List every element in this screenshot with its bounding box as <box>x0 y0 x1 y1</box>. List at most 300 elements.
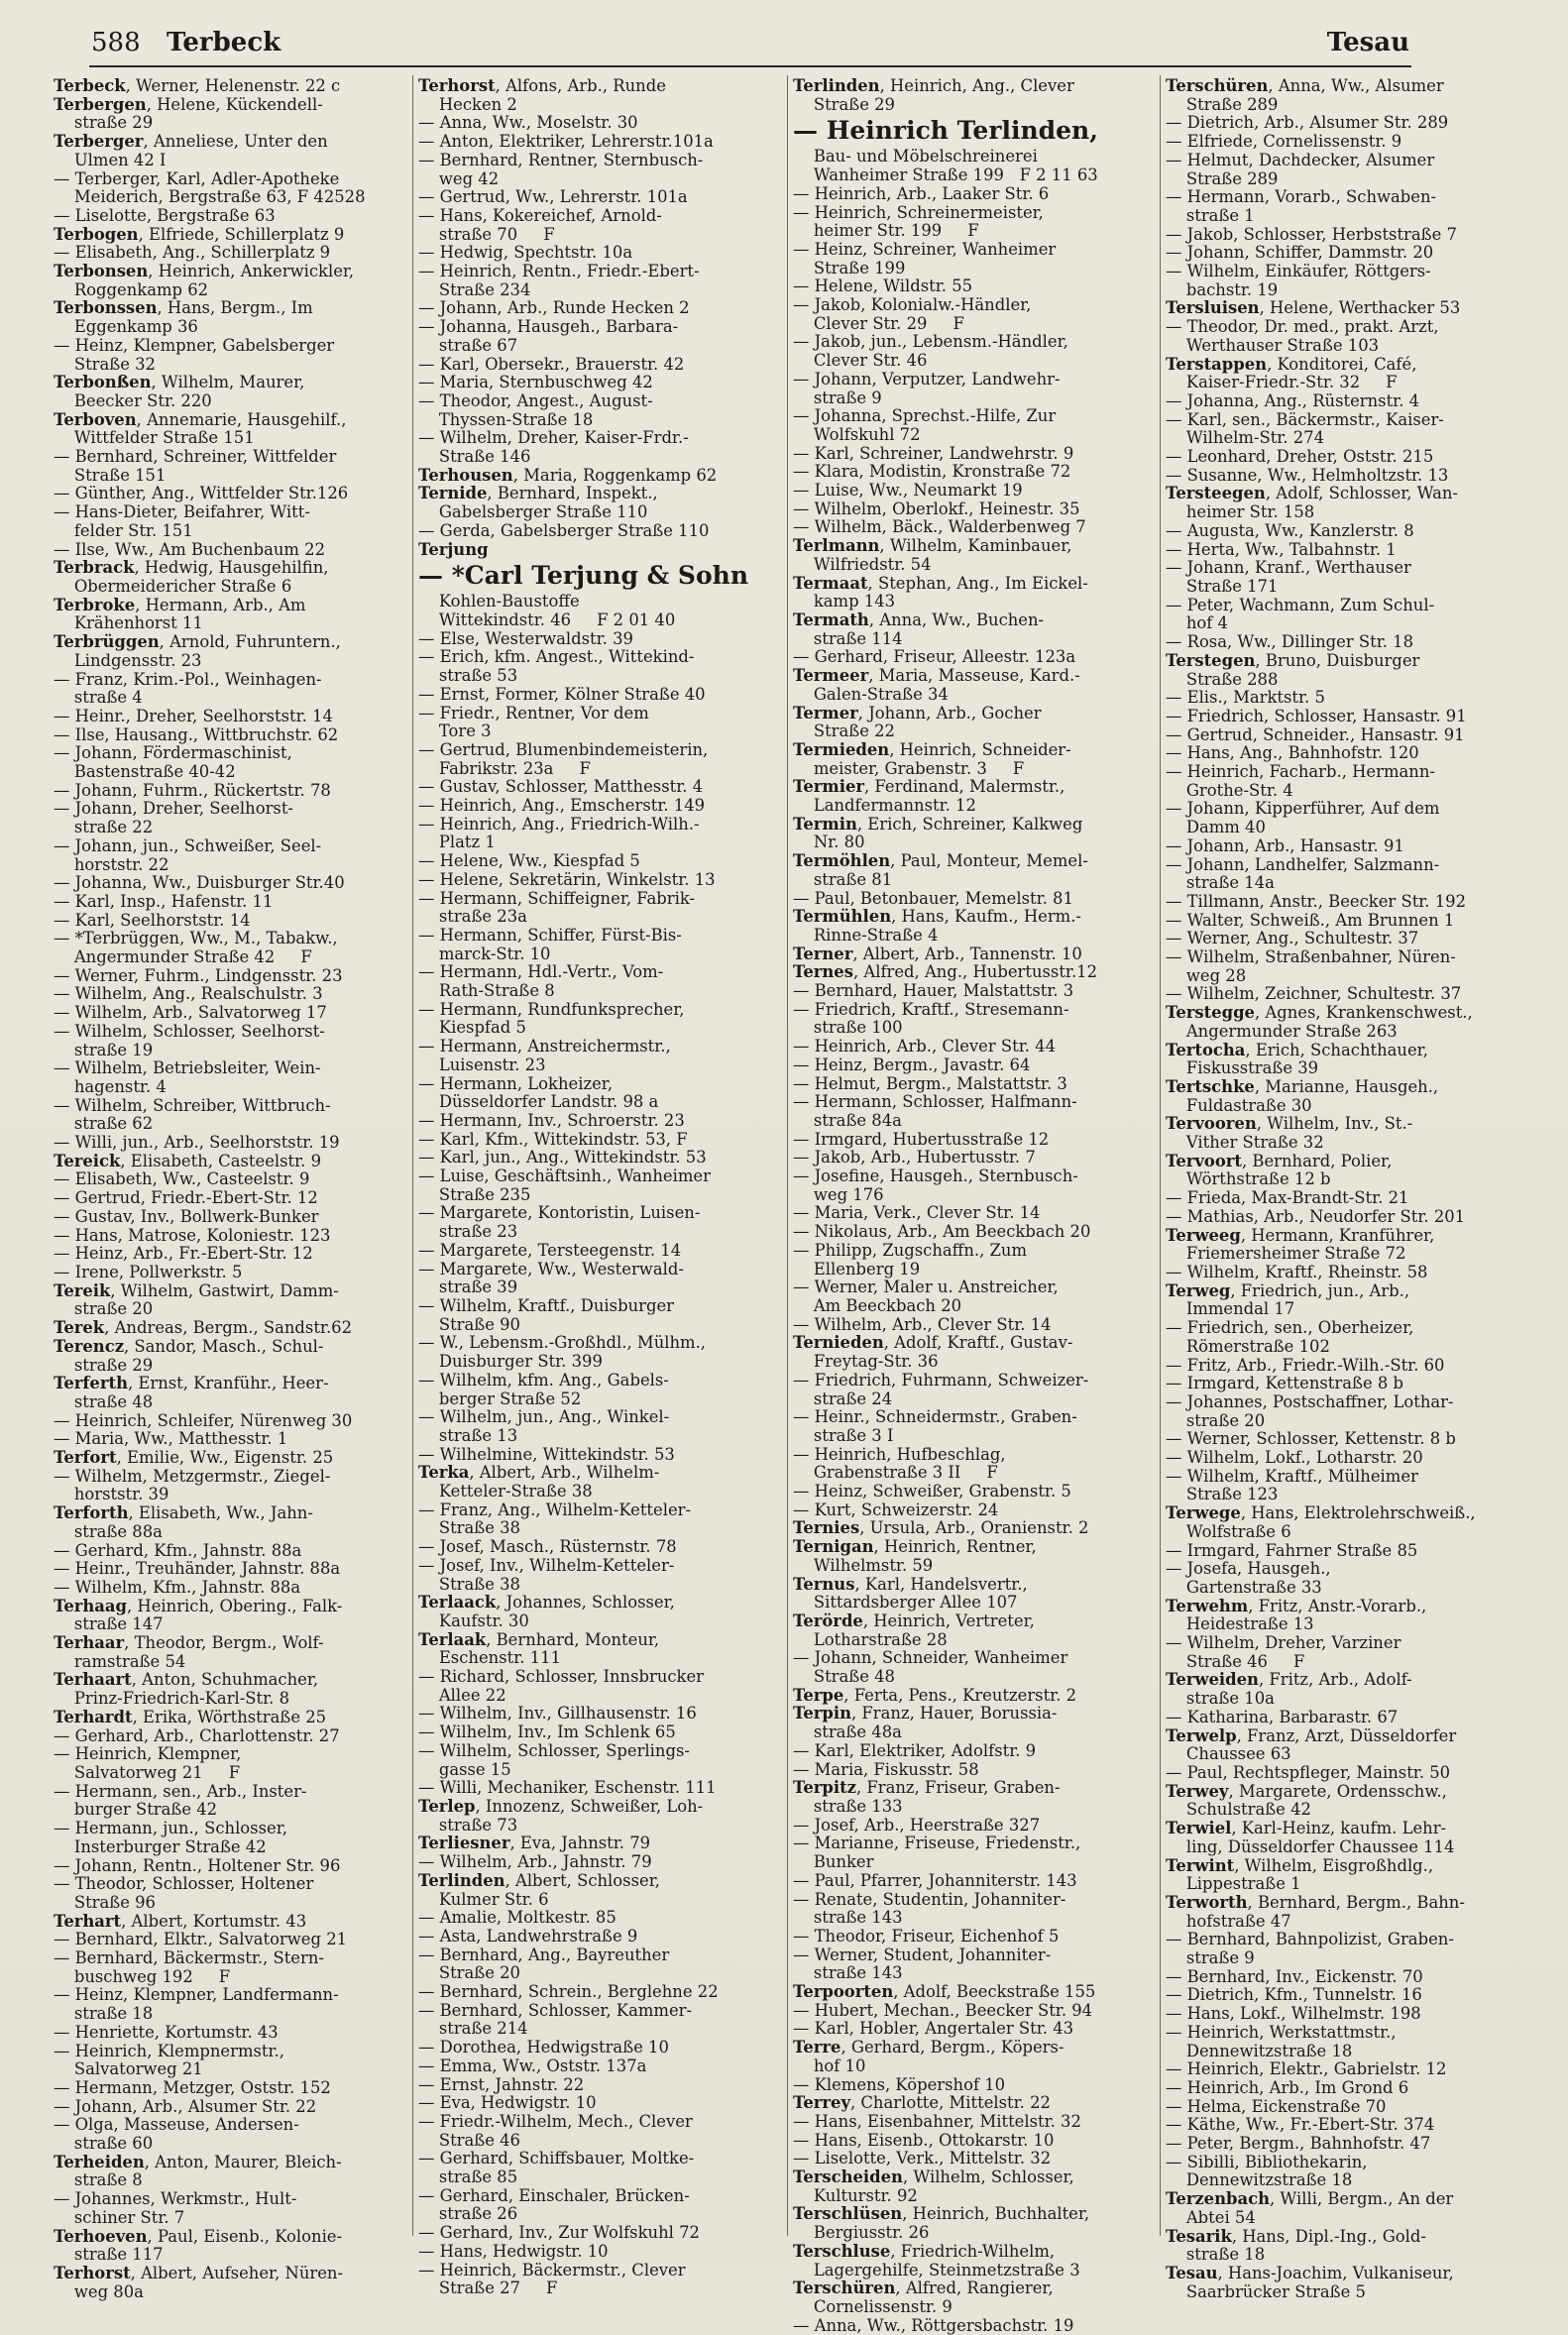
directory-entry: — Heinrich, Arb., Im Grond 6 <box>1166 2077 1409 2097</box>
directory-entry: — Irmgard, Fahrner Straße 85 <box>1166 1540 1418 1560</box>
surname-heading: Tersteegen <box>1166 484 1266 503</box>
surname-heading: Tervoort <box>1166 1151 1242 1170</box>
directory-entry: — Paul, Pfarrer, Johanniterstr. 143 <box>793 1870 1077 1890</box>
directory-entry: Terhaar, Theodor, Bergm., Wolf- ramstraße 54 <box>54 1633 324 1671</box>
directory-entry: — Heinrich, Klempnermstr., Salvatorweg 21 <box>54 2041 284 2079</box>
directory-entry: — Elisabeth, Ang., Schillerplatz 9 <box>54 243 331 263</box>
directory-entry: Terlaak, Bernhard, Monteur, Eschenstr. 111 <box>418 1629 660 1668</box>
surname-heading: Terörde <box>793 1611 863 1630</box>
directory-entry: Tersteegen, Adolf, Schlosser, Wan- heimer Str. 158 <box>1166 484 1458 522</box>
directory-entry: Terpoorten, Adolf, Beeckstraße 155 <box>793 1982 1096 2002</box>
surname-heading: Terjung <box>418 539 489 559</box>
directory-entry: Terhorst, Alfons, Arb., Runde Hecken 2 <box>418 76 666 114</box>
directory-entry: — Wilhelm, Kraftf., Mülheimer Straße 123 <box>1166 1466 1418 1504</box>
directory-entry: — Dorothea, Hedwigstraße 10 <box>418 2038 669 2057</box>
directory-entry: — Peter, Bergm., Bahnhofstr. 47 <box>1166 2134 1431 2154</box>
surname-heading: Terboven <box>54 409 137 429</box>
directory-entry: Terstappen, Konditorei, Café, Kaiser-Friedr.-Str. 32 F <box>1166 354 1417 392</box>
directory-entry: — Jakob, Arb., Hubertusstr. 7 <box>793 1148 1036 1168</box>
column-divider <box>1160 75 1161 2236</box>
directory-entry: Terlinden, Heinrich, Ang., Clever Straße 29 <box>793 76 1074 114</box>
surname-heading: Terbroke <box>54 595 136 614</box>
directory-entry: Tesarik, Hans, Dipl.-Ing., Gold- straße 18 <box>1166 2226 1426 2265</box>
surname-heading: Terbergen <box>54 94 147 114</box>
directory-entry: — Heinz, Klempner, Gabelsberger Straße 32 <box>54 335 335 374</box>
directory-entry: — Bernhard, Rentner, Sternbusch- weg 42 <box>418 150 704 188</box>
directory-entry: Tertocha, Erich, Schachthauer, Fiskusstraße 39 <box>1166 1040 1428 1078</box>
directory-entry: — Werner, Fuhrm., Lindgensstr. 23 <box>54 965 343 985</box>
directory-entry: — Johann, Fuhrm., Rückertstr. 78 <box>54 780 331 800</box>
directory-entry: — Heinrich, Schreinermeister, heimer Str. 199 F <box>793 202 1044 241</box>
surname-heading: Terweeg <box>1166 1225 1241 1245</box>
directory-entry: Terencz, Sandor, Masch., Schul- straße 29 <box>54 1336 324 1375</box>
directory-entry: Terheiden, Anton, Maurer, Bleich- straße 8 <box>54 2152 342 2190</box>
directory-entry: Tersluisen, Helene, Werthacker 53 <box>1166 298 1461 318</box>
directory-entry: Terka, Albert, Arb., Wilhelm- Ketteler-Straße 38 <box>418 1463 660 1501</box>
display-advertisement: — *Carl Terjung & Sohn <box>418 561 748 591</box>
directory-entry: — Elisabeth, Ww., Casteelstr. 9 <box>54 1169 310 1189</box>
directory-entry: — Elis., Marktstr. 5 <box>1166 688 1325 708</box>
directory-entry: — Wilhelm, Schreiber, Wittbruch- straße 62 <box>54 1095 331 1134</box>
directory-entry: — Hermann, Schlosser, Halfmann- straße 84a <box>793 1092 1077 1130</box>
directory-entry: — Sibilli, Bibliothekarin, Dennewitzstraße 18 <box>1166 2152 1368 2190</box>
surname-heading: Ternes <box>793 962 853 982</box>
directory-entry: Terlep, Innozenz, Schweißer, Loh- straße 73 <box>418 1796 704 1835</box>
directory-entry: — Peter, Wachmann, Zum Schul- hof 4 <box>1166 595 1435 633</box>
directory-entry: Terbonssen, Hans, Bergm., Im Eggenkamp 36 <box>54 298 313 337</box>
directory-entry: Terboven, Annemarie, Hausgehilf., Wittfelder Straße 151 <box>54 409 347 448</box>
directory-entry: — Bernhard, Bäckermstr., Stern- buschweg 192 F <box>54 1948 324 1986</box>
directory-entry: — Wilhelm, Straßenbahner, Nüren- weg 28 <box>1166 947 1456 985</box>
directory-entry: — Karl, Schreiner, Landwehrstr. 9 <box>793 443 1074 463</box>
directory-entry: Terbrack, Hedwig, Hausgehilfin, Obermeidericher Straße 6 <box>54 558 329 596</box>
directory-entry: Tesau, Hans-Joachim, Vulkaniseur, Saarbrücker Straße 5 <box>1166 2263 1454 2301</box>
directory-entry: Termaat, Stephan, Ang., Im Eickel- kamp 143 <box>793 573 1088 612</box>
directory-entry: Terre, Gerhard, Bergm., Köpers- hof 10 <box>793 2038 1064 2075</box>
directory-entry: Terner, Albert, Arb., Tannenstr. 10 <box>793 944 1082 963</box>
directory-entry: — Hans, Ang., Bahnhofstr. 120 <box>1166 743 1419 763</box>
directory-entry: Terwege, Hans, Elektrolehrschweiß., Wolfstraße 6 <box>1166 1503 1476 1541</box>
surname-heading: Termaat <box>793 573 868 593</box>
directory-entry: — Friedr.-Wilhelm, Mech., Clever Straße 46 <box>418 2111 693 2150</box>
directory-entry: — Fritz, Arb., Friedr.-Wilh.-Str. 60 <box>1166 1355 1445 1375</box>
directory-entry: — Hans-Dieter, Beifahrer, Witt- felder Str. 151 <box>54 502 310 540</box>
directory-entry: Tereick, Elisabeth, Casteelstr. 9 <box>54 1151 322 1170</box>
directory-entry: — Else, Westerwaldstr. 39 <box>418 628 633 648</box>
directory-entry: — Ernst, Jahnstr. 22 <box>418 2074 585 2094</box>
surname-heading: Terworth <box>1166 1892 1248 1912</box>
surname-heading: Terwehm <box>1166 1596 1249 1615</box>
directory-entry: — Josef, Inv., Wilhelm-Ketteler- Straße 38 <box>418 1555 675 1594</box>
directory-entry: Tereik, Wilhelm, Gastwirt, Damm- straße 20 <box>54 1280 339 1319</box>
directory-entry: — Walter, Schweiß., Am Brunnen 1 <box>1166 910 1455 930</box>
directory-entry: — Leonhard, Dreher, Oststr. 215 <box>1166 447 1434 467</box>
directory-entry: — Heinrich, Bäckermstr., Clever Straße 27 F <box>418 2260 686 2298</box>
directory-entry: — Heinrich, Klempner, Salvatorweg 21 F <box>54 1744 242 1782</box>
directory-entry: Ternus, Karl, Handelsvertr., Sittardsberger Allee 107 <box>793 1574 1028 1612</box>
directory-entry: — Jakob, jun., Lebensm.-Händler, Clever Str. 46 <box>793 332 1068 371</box>
surname-heading: Terschüren <box>1166 76 1269 95</box>
directory-entry: — Katharina, Barbarastr. 67 <box>1166 1707 1399 1726</box>
directory-entry: — Hans, Eisenbahner, Mittelstr. 32 <box>793 2111 1081 2131</box>
surname-heading: Tertschke <box>1166 1076 1255 1096</box>
directory-entry: — Heinrich, Elektr., Gabrielstr. 12 <box>1166 2059 1447 2079</box>
surname-heading: Terhaag <box>54 1596 127 1615</box>
directory-entry: — Bernhard, Schreiner, Wittfelder Straße 151 <box>54 447 337 485</box>
directory-entry: Terlinden, Albert, Schlosser, Kulmer Str. 6 <box>418 1870 660 1909</box>
directory-entry: Tervooren, Wilhelm, Inv., St.- Vither Straße 32 <box>1166 1114 1413 1153</box>
directory-entry: Terscheiden, Wilhelm, Schlosser, Kulturstr. 92 <box>793 2168 1074 2205</box>
directory-entry: Ternigan, Heinrich, Rentner, Wilhelmstr. 59 <box>793 1537 1037 1575</box>
directory-column-4 <box>1166 76 1524 2301</box>
surname-heading: Terpe <box>793 1685 844 1705</box>
directory-entry: — Dietrich, Kfm., Tunnelstr. 16 <box>1166 1985 1422 2005</box>
directory-entry: — Theodor, Dr. med., prakt. Arzt, Werthauser Straße 103 <box>1166 317 1439 355</box>
directory-entry: — Bernhard, Bahnpolizist, Graben- straße 9 <box>1166 1930 1454 1968</box>
directory-entry: — Susanne, Ww., Helmholtzstr. 13 <box>1166 465 1449 485</box>
directory-entry: — Heinrich, Rentn., Friedr.-Ebert- Straße 234 <box>418 262 700 299</box>
directory-entry: — W., Lebensm.-Großhdl., Mülhm., Duisburger Str. 399 <box>418 1333 707 1372</box>
directory-entry: — Irmgard, Kettenstraße 8 b <box>1166 1374 1403 1393</box>
directory-entry: — Johann, Arb., Hansastr. 91 <box>1166 835 1404 855</box>
directory-entry: — Tillmann, Anstr., Beecker Str. 192 <box>1166 891 1467 911</box>
directory-entry: — Wilhelm, Kraftf., Rheinstr. 58 <box>1166 1263 1428 1281</box>
directory-entry: Terörde, Heinrich, Vertreter, Lotharstraße 28 <box>793 1611 1035 1649</box>
directory-entry: — Hermann, Schiffer, Fürst-Bis- marck-Str. 10 <box>418 925 682 963</box>
surname-heading: Termieden <box>793 739 890 759</box>
directory-entry: Terbonsen, Heinrich, Ankerwickler, Roggenkamp 62 <box>54 262 355 299</box>
directory-entry: Terstegge, Agnes, Krankenschwest., Angermunder Straße 263 <box>1166 1003 1473 1041</box>
directory-entry: — Eva, Hedwigstr. 10 <box>418 2093 597 2113</box>
directory-entry: — Wilhelm, Oberlokf., Heinestr. 35 <box>793 499 1080 518</box>
directory-entry: — *Terbrüggen, Ww., M., Tabakw., Angermunder Straße 42 F <box>54 929 338 967</box>
surname-heading: Ternus <box>793 1574 855 1594</box>
surname-heading: Terstegge <box>1166 1003 1255 1023</box>
directory-entry: — Gerhard, Friseur, Alleestr. 123a <box>793 647 1076 667</box>
surname-heading: Terka <box>418 1463 470 1483</box>
directory-entry: — Wilhelm, Bäck., Walderbenweg 7 <box>793 517 1086 537</box>
directory-entry: — Wilhelm, Inv., Gillhausenstr. 16 <box>418 1704 697 1723</box>
directory-entry: — Hans, Hedwigstr. 10 <box>418 2241 609 2261</box>
directory-entry: — Heinrich, Hufbeschlag, Grabenstraße 3 II F <box>793 1444 1006 1483</box>
directory-entry: — Amalie, Moltkestr. 85 <box>418 1908 616 1928</box>
directory-entry: — Heinz, Klempner, Landfermann- straße 18 <box>54 1985 339 2024</box>
surname-heading: Termühlen <box>793 907 892 927</box>
surname-heading: Terpitz <box>793 1778 856 1798</box>
directory-entry: — Friedrich, Fuhrmann, Schweizer- straße 24 <box>793 1370 1089 1408</box>
directory-entry: — Wilhelm, Schlosser, Sperlings- gasse 15 <box>418 1740 690 1779</box>
directory-entry: Termier, Ferdinand, Malermstr., Landfermannstr. 12 <box>793 777 1065 816</box>
directory-entry: — Rosa, Ww., Dillinger Str. 18 <box>1166 632 1414 652</box>
directory-entry: Terhoeven, Paul, Eisenb., Kolonie- straße 117 <box>54 2226 343 2265</box>
surname-heading: Terwint <box>1166 1855 1235 1875</box>
directory-entry: Terlaack, Johannes, Schlosser, Kaufstr. 30 <box>418 1593 675 1630</box>
directory-entry: — Gerhard, Einschaler, Brücken- straße 26 <box>418 2185 690 2224</box>
directory-entry: — Johann, Dreher, Seelhorst- straße 22 <box>54 799 293 837</box>
directory-entry: — Irmgard, Hubertusstraße 12 <box>793 1129 1050 1149</box>
surname-heading: Termer <box>793 703 858 723</box>
directory-entry: Terfort, Emilie, Ww., Eigenstr. 25 <box>54 1448 334 1468</box>
directory-entry <box>418 541 777 560</box>
first-entry-word: Terbeck <box>167 28 281 57</box>
surname-heading: Terpoorten <box>793 1982 894 2002</box>
directory-entry: — Johann, Rentn., Holtener Str. 96 <box>54 1855 341 1875</box>
directory-entry: — Klara, Modistin, Kronstraße 72 <box>793 462 1071 482</box>
directory-entry: — Olga, Masseuse, Andersen- straße 60 <box>54 2115 299 2154</box>
directory-entry: — Bernhard, Elktr., Salvatorweg 21 <box>54 1930 348 1949</box>
directory-entry: — Gerhard, Schiffsbauer, Moltke- straße 85 <box>418 2149 695 2187</box>
surname-heading: Terfort <box>54 1448 117 1468</box>
surname-heading: Terforth <box>54 1503 129 1523</box>
directory-entry: Terhaart, Anton, Schuhmacher, Prinz-Friedrich-Karl-Str. 8 <box>54 1670 319 1709</box>
directory-entry: Tervoort, Bernhard, Polier, Wörthstraße 12 b <box>1166 1151 1393 1189</box>
directory-entry: Terrey, Charlotte, Mittelstr. 22 <box>793 2093 1051 2113</box>
directory-entry: — Josef, Arb., Heerstraße 327 <box>793 1815 1041 1835</box>
directory-entry: — Anton, Elektriker, Lehrerstr.101a <box>418 132 714 152</box>
directory-entry: — Hedwig, Spechtstr. 10a <box>418 243 633 263</box>
directory-entry: — Mathias, Arb., Neudorfer Str. 201 <box>1166 1206 1466 1226</box>
surname-heading: Terrey <box>793 2093 850 2113</box>
surname-heading: Terlep <box>418 1796 476 1816</box>
directory-entry: Terpe, Ferta, Pens., Kreutzerstr. 2 <box>793 1685 1077 1705</box>
directory-entry: — Maria, Fiskusstr. 58 <box>793 1759 979 1779</box>
directory-entry: — Johann, Landhelfer, Salzmann- straße 14a <box>1166 854 1440 893</box>
directory-entry: Terwey, Margarete, Ordensschw., Schulstraße 42 <box>1166 1781 1447 1820</box>
directory-entry: Terpitz, Franz, Friseur, Graben- straße 133 <box>793 1778 1061 1816</box>
directory-entry: — Johanna, Ww., Duisburger Str.40 <box>54 873 345 893</box>
directory-entry: — Hans, Lokf., Wilhelmstr. 198 <box>1166 2004 1421 2024</box>
directory-entry: — Wilhelm, Arb., Jahnstr. 79 <box>418 1852 652 1872</box>
directory-entry: — Josefine, Hausgeh., Sternbusch- weg 176 <box>793 1167 1078 1204</box>
directory-entry: — Wilhelm, jun., Ang., Winkel- straße 13 <box>418 1407 670 1445</box>
header-rule <box>89 65 1411 67</box>
directory-entry: Terzenbach, Willi, Bergm., An der Abtei 54 <box>1166 2189 1454 2227</box>
directory-entry: Termin, Erich, Schreiner, Kalkweg Nr. 80 <box>793 814 1083 852</box>
surname-heading: Terbogen <box>54 224 139 244</box>
directory-entry: — Wilhelm, Lokf., Lotharstr. 20 <box>1166 1448 1423 1468</box>
column-divider <box>412 75 413 2236</box>
surname-heading: Terwege <box>1166 1503 1241 1523</box>
directory-entry: — Richard, Schlosser, Innsbrucker Allee 22 <box>418 1667 705 1705</box>
directory-entry: Terhorst, Albert, Aufseher, Nüren- weg 80a <box>54 2263 344 2301</box>
directory-entry: Ternies, Ursula, Arb., Oranienstr. 2 <box>793 1518 1089 1538</box>
surname-heading: Terweg <box>1166 1280 1231 1300</box>
directory-entry: Terweeg, Hermann, Kranführer, Friemersheimer Straße 72 <box>1166 1225 1435 1264</box>
surname-heading: Ternide <box>418 484 488 503</box>
directory-entry: — Karl, jun., Ang., Wittekindstr. 53 <box>418 1148 707 1168</box>
directory-entry: — Hermann, Hdl.-Vertr., Vom- Rath-Straße 8 <box>418 962 664 1001</box>
directory-entry: — Luise, Geschäftsinh., Wanheimer Straße 235 <box>418 1167 711 1204</box>
directory-entry: — Gustav, Schlosser, Matthesstr. 4 <box>418 777 704 797</box>
directory-entry: — Wilhelm, Dreher, Kaiser-Frdr.- Straße 146 <box>418 428 689 467</box>
directory-entry: — Johann, Schiffer, Dammstr. 20 <box>1166 243 1434 263</box>
directory-entry: — Johann, Kipperführer, Auf dem Damm 40 <box>1166 799 1440 837</box>
directory-entry: — Asta, Landwehrstraße 9 <box>418 1926 638 1946</box>
surname-heading: Terwey <box>1166 1781 1229 1801</box>
directory-entry: — Wilhelm, Arb., Salvatorweg 17 <box>54 1003 327 1023</box>
surname-heading: Tertocha <box>1166 1040 1246 1059</box>
surname-heading: Terliesner <box>418 1834 510 1853</box>
directory-entry: — Karl, sen., Bäckermstr., Kaiser- Wilhelm-Str. 274 <box>1166 409 1444 448</box>
directory-entry: — Friedrich, Kraftf., Stresemann- straße 100 <box>793 999 1069 1038</box>
directory-entry: — Maria, Sternbuschweg 42 <box>418 373 653 392</box>
directory-entry: Terweiden, Fritz, Arb., Adolf- straße 10a <box>1166 1670 1412 1709</box>
surname-heading: Terencz <box>54 1336 125 1356</box>
surname-heading: Terbeck <box>54 76 126 95</box>
directory-entry: Kohlen-Baustoffe Wittekindstr. 46 F 2 01 40 <box>438 592 676 629</box>
directory-entry: — Gertrud, Ww., Lehrerstr. 101a <box>418 187 688 207</box>
directory-entry: — Heinr., Dreher, Seelhorststr. 14 <box>54 706 333 725</box>
directory-entry: — Johann, Arb., Runde Hecken 2 <box>418 298 690 318</box>
directory-entry: — Nikolaus, Arb., Am Beeckbach 20 <box>793 1222 1091 1242</box>
surname-heading: Ternigan <box>793 1537 874 1557</box>
surname-heading: Terbonssen <box>54 298 158 318</box>
page-header <box>91 28 1409 67</box>
directory-entry: Terbonßen, Wilhelm, Maurer, Beecker Str. 220 <box>54 373 305 410</box>
directory-entry: — Klemens, Köpershof 10 <box>793 2074 1006 2094</box>
directory-entry: — Ernst, Former, Kölner Straße 40 <box>418 684 706 704</box>
directory-entry: — Wilhelm, kfm. Ang., Gabels- berger Straße 52 <box>418 1370 669 1408</box>
directory-entry: Terforth, Elisabeth, Ww., Jahn- straße 88a <box>54 1503 313 1541</box>
directory-entry: — Elfriede, Cornelissenstr. 9 <box>1166 132 1402 152</box>
directory-entry: Terlmann, Wilhelm, Kaminbauer, Wilfriedstr. 54 <box>793 536 1072 574</box>
directory-entry: — Hermann, Vorarb., Schwaben- straße 1 <box>1166 187 1437 225</box>
directory-entry: — Ilse, Ww., Am Buchenbaum 22 <box>54 539 326 559</box>
directory-entry: — Wilhelm, Arb., Clever Str. 14 <box>793 1314 1052 1334</box>
directory-entry: — Dietrich, Arb., Alsumer Str. 289 <box>1166 113 1449 133</box>
directory-entry: — Wilhelm, Kfm., Jahnstr. 88a <box>54 1577 301 1597</box>
directory-entry: — Johannes, Postschaffner, Lothar- straße 20 <box>1166 1391 1454 1430</box>
surname-heading: Terlaack <box>418 1593 497 1612</box>
directory-entry: Terschüren, Alfred, Rangierer, Cornelissenstr. 9 <box>793 2279 1054 2316</box>
directory-entry: — Liselotte, Bergstraße 63 <box>54 205 276 225</box>
directory-entry: — Philipp, Zugschaffn., Zum Ellenberg 19 <box>793 1240 1027 1279</box>
surname-heading: Terek <box>54 1318 105 1338</box>
directory-entry: — Hermann, sen., Arb., Inster- burger Straße 42 <box>54 1781 307 1820</box>
directory-entry: — Heinrich, Werkstattmstr., Dennewitzstraße 18 <box>1166 2022 1397 2060</box>
directory-entry: — Hermann, Schiffeigner, Fabrik- straße 23a <box>418 888 696 927</box>
surname-heading: Terwelp <box>1166 1725 1237 1745</box>
surname-heading: Terbrüggen <box>54 632 160 652</box>
directory-entry: Terbergen, Helene, Kückendell- straße 29 <box>54 94 323 133</box>
directory-entry: — Karl, Insp., Hafenstr. 11 <box>54 891 274 911</box>
directory-entry: — Hermann, Metzger, Oststr. 152 <box>54 2077 331 2097</box>
directory-entry: — Josef, Masch., Rüsternstr. 78 <box>418 1537 677 1557</box>
surname-heading: Termöhlen <box>793 851 891 871</box>
directory-column-3 <box>793 76 1152 2335</box>
directory-entry: — Johanna, Sprechst.-Hilfe, Zur Wolfskuhl 72 <box>793 406 1057 444</box>
directory-entry: — Willi, jun., Arb., Seelhorststr. 19 <box>54 1133 340 1153</box>
directory-entry: — Helene, Sekretärin, Winkelstr. 13 <box>418 869 716 889</box>
directory-entry: Terferth, Ernst, Kranführ., Heer- straße 48 <box>54 1374 329 1411</box>
surname-heading: Terstappen <box>1166 354 1268 374</box>
surname-heading: Terhorst <box>54 2263 131 2282</box>
directory-entry: — Heinr., Treuhänder, Jahnstr. 88a <box>54 1559 341 1579</box>
directory-entry: Bau- und Möbelschreinerei Wanheimer Straße 199 F 2 11 63 <box>813 147 1098 185</box>
directory-entry: — Hans, Eisenb., Ottokarstr. 10 <box>793 2130 1055 2150</box>
directory-entry: — Frieda, Max-Brandt-Str. 21 <box>1166 1188 1409 1208</box>
directory-entry: — Josefa, Hausgeh., Gartenstraße 33 <box>1166 1559 1331 1597</box>
directory-entry: — Werner, Schlosser, Kettenstr. 8 b <box>1166 1429 1456 1449</box>
directory-entry: — Wilhelm, Kraftf., Duisburger Straße 90 <box>418 1296 674 1334</box>
directory-entry: — Heinrich, Facharb., Hermann- Grothe-Str. 4 <box>1166 762 1435 800</box>
directory-entry: — Bernhard, Ang., Bayreuther Straße 20 <box>418 1945 670 1983</box>
surname-heading: Termin <box>793 814 857 834</box>
directory-entry: — Hans, Kokereichef, Arnold- straße 70 F <box>418 205 662 244</box>
directory-entry: — Helene, Wildstr. 55 <box>793 277 973 296</box>
column-divider <box>787 75 788 2236</box>
surname-heading: Tervooren <box>1166 1114 1257 1134</box>
surname-heading: Terberger <box>54 132 144 152</box>
surname-heading: Terbrack <box>54 558 135 578</box>
directory-entry: — Heinz, Schreiner, Wanheimer Straße 199 <box>793 239 1057 278</box>
directory-entry: — Wilhelm, Inv., Im Schlenk 65 <box>418 1723 676 1742</box>
directory-entry: — Werner, Maler u. Anstreicher, Am Beeckbach 20 <box>793 1278 1059 1315</box>
surname-heading: Terhousen <box>418 465 513 485</box>
directory-entry: — Gerda, Gabelsberger Straße 110 <box>418 520 710 540</box>
surname-heading: Terre <box>793 2038 841 2057</box>
directory-entry: Ternide, Bernhard, Inspekt., Gabelsberger Straße 110 <box>418 484 658 522</box>
directory-entry: — Johann, Fördermaschinist, Bastenstraße 40-42 <box>54 743 292 782</box>
directory-entry: — Terberger, Karl, Adler-Apotheke Meiderich, Bergstraße 63, F 42528 <box>54 168 366 207</box>
page-number: 588 <box>91 28 141 57</box>
directory-entry: — Gertrud, Blumenbindemeisterin, Fabrikstr. 23a F <box>418 739 709 778</box>
surname-heading: Terschluse <box>793 2241 891 2261</box>
surname-heading: Terhorst <box>418 76 496 95</box>
surname-heading: Terwiel <box>1166 1819 1232 1838</box>
directory-entry: Terbeck, Werner, Helenenstr. 22 c <box>54 76 341 95</box>
directory-entry: — Werner, Ang., Schultestr. 37 <box>1166 929 1419 948</box>
directory-entry: — Hermann, Rundfunksprecher, Kiespfad 5 <box>418 999 685 1038</box>
directory-entry: — Käthe, Ww., Fr.-Ebert-Str. 374 <box>1166 2115 1435 2135</box>
display-advertisement: — Heinrich Terlinden, <box>793 116 1098 146</box>
directory-entry: — Johann, Schneider, Wanheimer Straße 48 <box>793 1648 1068 1687</box>
surname-heading: Terferth <box>54 1374 128 1393</box>
directory-entry: — Herta, Ww., Talbahnstr. 1 <box>1166 539 1397 559</box>
directory-entry: Terbogen, Elfriede, Schillerplatz 9 <box>54 224 345 244</box>
directory-entry: — Gustav, Inv., Bollwerk-Bunker <box>54 1206 319 1226</box>
directory-entry: — Maria, Verk., Clever Str. 14 <box>793 1203 1041 1223</box>
directory-entry: — Gerhard, Kfm., Jahnstr. 88a <box>54 1540 302 1560</box>
surname-heading: Terscheiden <box>793 2168 903 2187</box>
surname-heading: Terhart <box>54 1911 122 1931</box>
directory-entry: — Wilhelm, Einkäufer, Röttgers- bachstr. 19 <box>1166 262 1431 299</box>
directory-entry: — Anna, Ww., Röttgersbachstr. 19 <box>793 2315 1074 2335</box>
directory-entry: — Johann, jun., Schweißer, Seel- horststr. 22 <box>54 835 322 874</box>
directory-entry: — Jakob, Schlosser, Herbststraße 7 <box>1166 224 1457 244</box>
directory-entry: — Heinrich, Schleifer, Nürenweg 30 <box>54 1410 353 1430</box>
directory-entry: — Werner, Student, Johanniter- straße 143 <box>793 1945 1052 1983</box>
directory-entry: — Erich, kfm. Angest., Wittekind- straße 53 <box>418 647 695 686</box>
directory-entry: — Gerhard, Arb., Charlottenstr. 27 <box>54 1725 340 1745</box>
surname-heading: Terzenbach <box>1166 2189 1271 2209</box>
directory-entry: — Johann, Verputzer, Landwehr- straße 9 <box>793 369 1061 407</box>
directory-entry: — Emma, Ww., Oststr. 137a <box>418 2056 647 2075</box>
directory-entry: — Karl, Seelhorststr. 14 <box>54 910 251 930</box>
directory-entry: — Kurt, Schweizerstr. 24 <box>793 1500 999 1519</box>
directory-entry: Terek, Andreas, Bergm., Sandstr.62 <box>54 1318 353 1338</box>
directory-entry: — Anna, Ww., Moselstr. 30 <box>418 113 638 133</box>
surname-heading: Terbonßen <box>54 373 152 392</box>
directory-entry: — Heinz, Arb., Fr.-Ebert-Str. 12 <box>54 1244 313 1264</box>
surname-heading: Tesau <box>1166 2263 1218 2282</box>
directory-entry: Termöhlen, Paul, Monteur, Memel- straße 81 <box>793 851 1088 889</box>
directory-entry: — Johanna, Hausgeh., Barbara- straße 67 <box>418 317 679 355</box>
directory-entry: — Gerhard, Inv., Zur Wolfskuhl 72 <box>418 2223 700 2243</box>
surname-heading: Terner <box>793 944 853 963</box>
directory-entry: — Franz, Ang., Wilhelm-Ketteler- Straße 38 <box>418 1500 692 1538</box>
surname-heading: Tereik <box>54 1280 111 1300</box>
